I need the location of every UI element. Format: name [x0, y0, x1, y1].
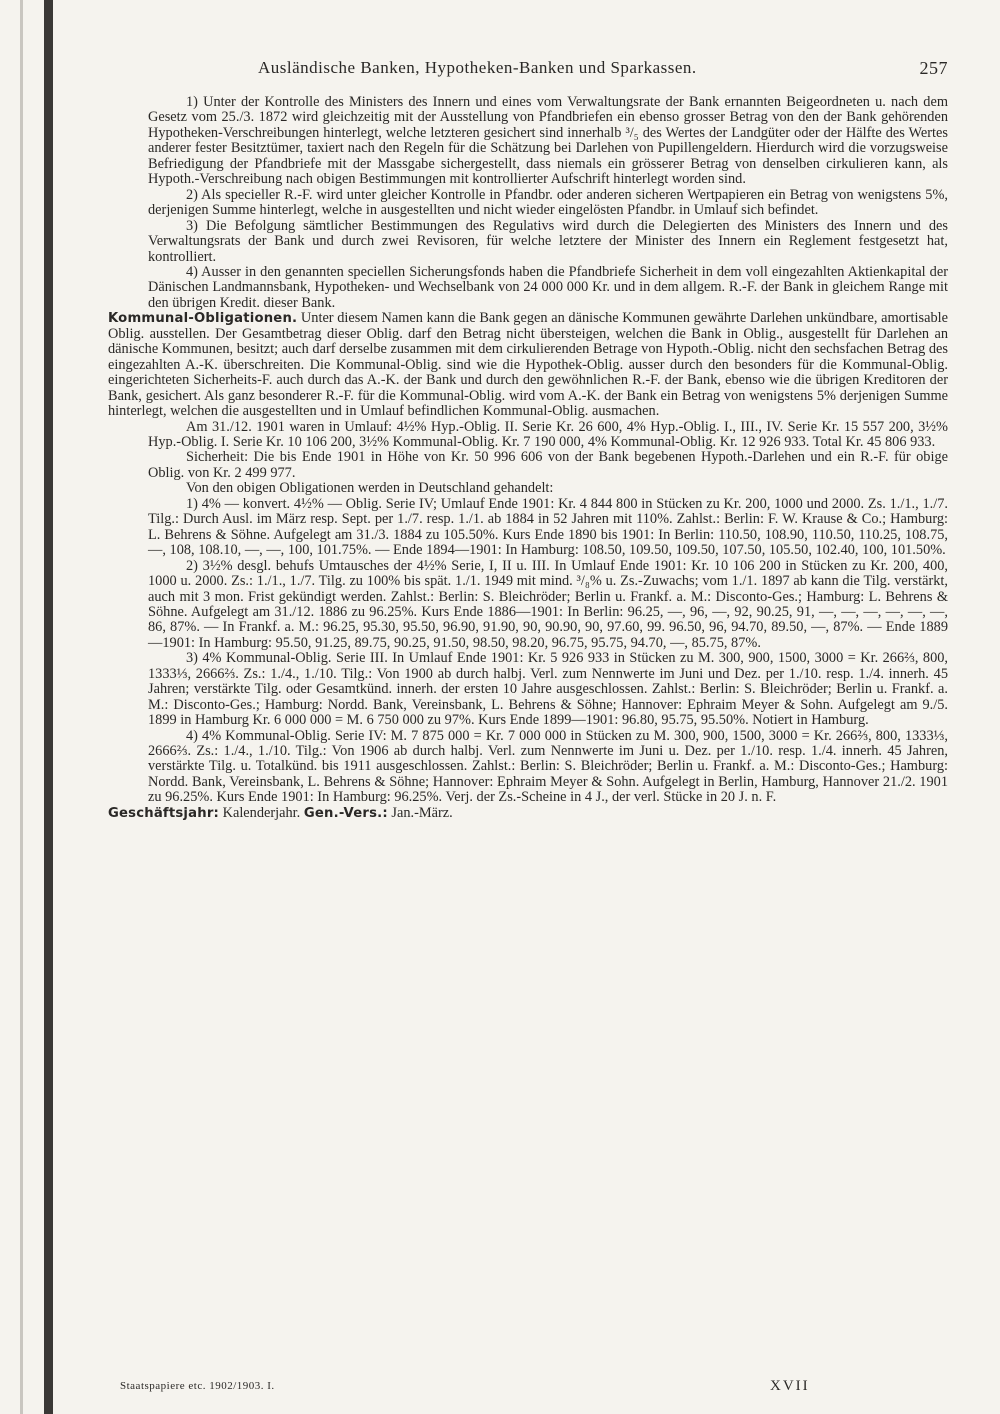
paragraph-deutschland: Von den obigen Obligationen werden in Deutschland gehandelt:: [186, 480, 554, 497]
paragraph-note-2: 2) Als specieller R.-F. wird unter gleicher Kontrolle in Pfandbr. oder anderen sicheren Wertpapieren ein Betrag von wenigstens 5%, derjenigen Summe hinterlegt, welche in ausgestellten und nicht wieder eingelösten Pfandbr. in Umlauf sich befindet.: [148, 186, 948, 219]
paragraph-oblig-4: 4) 4% Kommunal-Oblig. Serie IV: M. 7 875 000 = Kr. 7 000 000 in Stücken zu M. 300, 900, 1500, 3000 = Kr. 266⅔, 800, 1333⅓, 2666⅔. Zs.: 1./4., 1./10. Tilg.: Von 1906 ab durch halbj. Verl. zum Nennwerte im Juni u. Dez. per 1./10. resp. 1./4. innerh. 45 Jahren, verstärkte Tilg. u. Totalkünd. bis 1911 ausgeschlossen. Zahlst.: Berlin: S. Bleichröder; Berlin u. Frankf. a. M.: Disconto-Ges.; Hamburg: Nordd. Bank, Vereinsbank, L. Behrens & Söhne; Hannover: Ephraim Meyer & Sohn. Aufgelegt in Berlin, Hamburg, Hannover 21./2. 1901 zu 96.25%. Kurs Ende 1901: In Hamburg: 96.25%. Verj. der Zs.-Scheine in 4 J., der verl. Stücke in 20 J. n. F.: [148, 727, 948, 806]
paragraph-note-1: 1) Unter der Kontrolle des Ministers des Innern und eines vom Verwaltungsrate der Bank ernannten Beigeordneten u. nach dem Gesetz vom 25./3. 1872 wird gleichzeitig mit der Ausstellung von Pfandbriefen ein ebenso grosser Betrag von den der Bank gehörenden Hypotheken-Verschreibungen hinterlegt, welche letzteren gesichert sind innerhalb ³/₅ des Wertes der Landgüter oder der Hälfte des Wertes anderer fester Besitztümer, taxiert nach den Regeln für die Schätzung bei Darlehen von Pupillengeldern. Hierdurch wird die vorzugsweise Befriedigung der Pfandbriefe mit der Massgabe sichergestellt, dass niemals ein grösserer Betrag von denselben cirkulieren kann, als Hypoth.-Verschreibung nach obigen Bestimmungen mit kontrollierter Aufschrift hinterlegt worden sind.: [148, 94, 948, 188]
paragraph-umlauf: Am 31./12. 1901 waren in Umlauf: 4½% Hyp.-Oblig. II. Serie Kr. 26 600, 4% Hyp.-Oblig. I., III., IV. Serie Kr. 15 557 200, 3½% Hyp.-Oblig. I. Serie Kr. 10 106 200, 3½% Kommunal-Oblig. Kr. 7 190 000, 4% Kommunal-Oblig. Kr. 12 926 933. Total Kr. 45 806 933.: [148, 418, 948, 450]
header-title: Ausländische Banken, Hypotheken-Banken und Sparkassen.: [258, 58, 697, 77]
section-label-kommunal: Kommunal-Obligationen.: [108, 311, 298, 327]
geschaeftsjahr-value: Kalenderjahr.: [222, 804, 301, 821]
genvers-value: Jan.-März.: [391, 804, 453, 821]
page-edge-shadow: [20, 0, 23, 1414]
page: [108, 52, 948, 821]
section-label-geschaeftsjahr: Geschäftsjahr:: [108, 805, 219, 821]
section-geschaeftsjahr: [108, 806, 948, 821]
paragraph-oblig-2: 2) 3½% desgl. behufs Umtausches der 4½% Serie, I, II u. III. In Umlauf Ende 1901: Kr. 10 106 200 in Stücken zu Kr. 200, 400, 1000 u. 2000. Zs.: 1./1., 1./7. Tilg. zu 100% bis spät. 1./1. 1949 mit mind. ³/₈% u. Zs.-Zuwachs; vom 1./1. 1897 ab kann die Tilg. verstärkt, auch mit 3 mon. Frist gekündigt werden. Zahlst.: Berlin: S. Bleichröder; Berlin u. Frankf. a. M.: Disconto-Ges.; Hamburg: L. Behrens & Söhne. Aufgelegt am 31./12. 1886 zu 96.25%. Kurs Ende 1886—1901: In Berlin: 96.25, —, 96, —, 92, 90.25, 91, —, —, —, —, —, —, 86, 87%. — In Frankf. a. M.: 96.25, 95.30, 95.50, 96.90, 91.90, 90, 90.90, 90, 97.60, 99. 96.50, 96, 94.70, 89.50, —, 87%. — Ende 1889—1901: In Hamburg: 95.50, 91.25, 89.75, 90.25, 91.50, 98.50, 98.20, 96.75, 95.75, 94.70, —, 85.75, 87%.: [148, 557, 948, 651]
paragraph-oblig-1: 1) 4% — konvert. 4½% — Oblig. Serie IV; Umlauf Ende 1901: Kr. 4 844 800 in Stücken zu Kr. 200, 1000 und 2000. Zs. 1./1., 1./7. Tilg.: Durch Ausl. im März resp. Sept. per 1./7. resp. 1./1. ab 1884 in 52 Jahren mit 110%. Zahlst.: Berlin: F. W. Krause & Co.; Hamburg: L. Behrens & Söhne. Aufgelegt am 31./3. 1884 zu 105.50%. Kurs Ende 1890 bis 1901: In Berlin: 110.50, 108.90, 110.50, 110.25, 108.75, —, 108, 108.10, —, —, 100, 101.75%. — Ende 1894—1901: In Hamburg: 108.50, 109.50, 109.50, 107.50, 105.50, 102.40, 100, 101.50%.: [148, 495, 948, 559]
footer-signature: Staatspapiere etc. 1902/1903. I.: [120, 1380, 275, 1392]
page-body: [108, 95, 948, 821]
paragraph-note-4: 4) Ausser in den genannten speciellen Sicherungsfonds haben die Pfandbriefe Sicherheit in dem voll eingezahlten Aktienkapital der Dänischen Landmannsbank, Hypotheken- und Wechselbank von 24 000 000 Kr. und in dem allgem. R.-F. der Bank in gleichem Range mit den übrigen Kredit. dieser Bank.: [148, 263, 948, 311]
section-label-genvers: Gen.-Vers.:: [303, 805, 388, 821]
running-header: [108, 52, 948, 82]
paragraph-oblig-3: 3) 4% Kommunal-Oblig. Serie III. In Umlauf Ende 1901: Kr. 5 926 933 in Stücken zu M. 300, 900, 1500, 3000 = Kr. 266⅔, 800, 1333⅓, 2666⅔. Zs.: 1./4., 1./10. Tilg.: Von 1900 ab durch halbj. Verl. zum Nennwerte im Juni und Dez. per 1./10. resp. 1./4. innerh. 45 Jahren; verstärkte Tilg. oder Gesamtkünd. innerh. der ersten 10 Jahre ausgeschlossen. Zahlst.: Berlin: S. Bleichröder; Berlin u. Frankf. a. M.: Disconto-Ges.; Hamburg: Nordd. Bank, Vereinsbank, L. Behrens & Söhne; Hannover: Ephraim Meyer & Sohn. Aufgelegt am 9./5. 1899 in Hamburg Kr. 6 000 000 = M. 6 750 000 zu 97%. Kurs Ende 1899—1901: 96.80, 95.75, 95.50%. Notiert in Hamburg.: [148, 650, 948, 729]
footer-sheet-number: XVII: [770, 1378, 810, 1394]
paragraph-kommunal: Unter diesem Namen kann die Bank gegen an dänische Kommunen gewährte Darlehen unkündbare, amortisable Oblig. ausstellen. Der Gesamtbetrag dieser Oblig. darf den Betrag nicht übersteigen, welchen die Bank in Oblig., ausgestellt für Darlehen an dänische Kommunen, besitzt; auch darf derselbe zusammen mit dem cirkulierenden Betrage von Hypoth.-Oblig. nicht den sechsfachen Betrag des eingezahlten A.-K. überschreiten. Die Kommunal-Oblig. sind wie die Hypothek-Oblig. ausser durch den besonders für die Kommunal-Oblig. eingerichteten Sicherheits-F. auch durch das A.-K. der Bank und durch den gewöhnlichen R.-F. der Bank, ebenso wie die übrigen Kreditoren der Bank, gesichert. Als ganz besonderer R.-F. für die Kommunal-Oblig. wird vom A.-K. der Bank ein Betrag von wenigstens 5% derjenigen Summe hinterlegt, welchen die ausgestellten und in Umlauf befindlichen Kommunal-Oblig. ausmachen.: [108, 310, 948, 420]
page-number: 257: [919, 58, 948, 78]
paragraph-sicherheit: Sicherheit: Die bis Ende 1901 in Höhe von Kr. 50 996 606 von der Bank begebenen Hypoth.-Darlehen und ein R.-F. für obige Oblig. von Kr. 2 499 977.: [148, 449, 948, 481]
page-footer: [120, 1380, 820, 1402]
paragraph-note-3: 3) Die Befolgung sämtlicher Bestimmungen des Regulativs wird durch die Delegierten des Ministers des Innern und des Verwaltungsrats der Bank und durch zwei Revisoren, für welche letztere der Minister des Innern ein Reglement festgesetzt hat, kontrolliert.: [148, 217, 948, 265]
section-kommunal: [108, 311, 948, 419]
binding-edge: [44, 0, 53, 1414]
